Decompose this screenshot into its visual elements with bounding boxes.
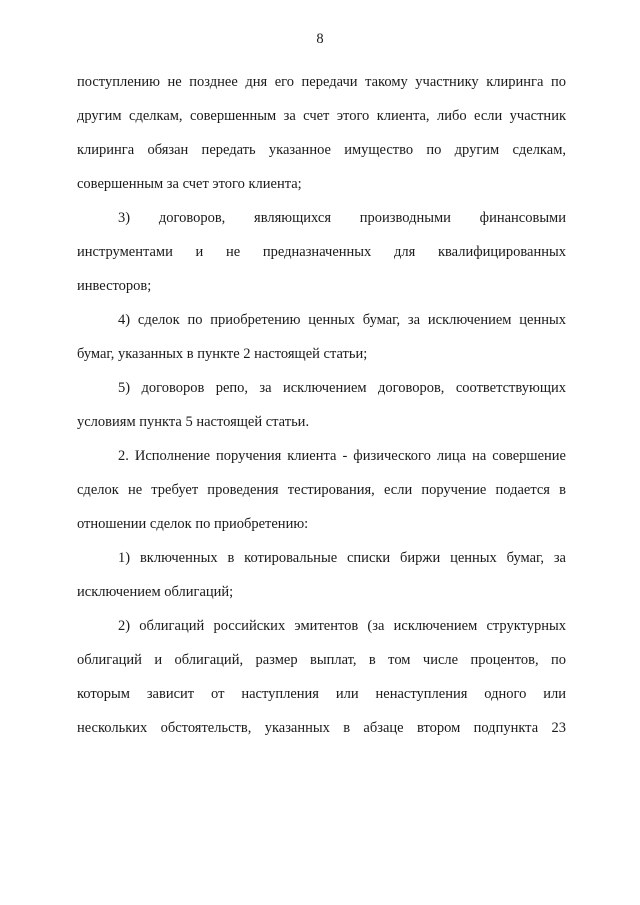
text-line: 2) облигаций российских эмитентов (за исключением структурных [118,618,566,634]
text-line: 4) сделок по приобретению ценных бумаг, за исключением ценных [118,312,566,328]
text-line: 5) договоров репо, за исключением договоров, соответствующих [118,380,566,396]
text-line: сделок не требует проведения тестирования, если поручение подается в [77,482,566,498]
text-line: облигаций и облигаций, размер выплат, в том числе процентов, по [77,652,566,668]
text-line: которым зависит от наступления или ненаступления одного или [77,686,566,702]
text-line: 1) включенных в котировальные списки биржи ценных бумаг, за [118,550,566,566]
text-line: 2. Исполнение поручения клиента - физического лица на совершение [118,448,566,464]
text-line: инвесторов; [77,278,152,294]
page-number: 8 [316,31,324,47]
text-line: 3) договоров, являющихся производными финансовыми [118,210,566,226]
text-line: клиринга обязан передать указанное имущество по другим сделкам, [77,142,566,158]
text-line: условиям пункта 5 настоящей статьи. [77,414,310,430]
text-line: бумаг, указанных в пункте 2 настоящей статьи; [77,346,368,362]
text-line: совершенным за счет этого клиента; [77,176,302,192]
text-line: отношении сделок по приобретению: [77,516,309,532]
text-line: исключением облигаций; [77,584,234,600]
text-line: поступлению не позднее дня его передачи такому участнику клиринга по [77,74,566,90]
text-line: другим сделкам, совершенным за счет этого клиента, либо если участник [77,108,566,124]
text-line: инструментами и не предназначенных для квалифицированных [77,244,566,260]
text-line: нескольких обстоятельств, указанных в абзаце втором подпункта 23 [77,720,566,736]
document-body [77,65,566,745]
